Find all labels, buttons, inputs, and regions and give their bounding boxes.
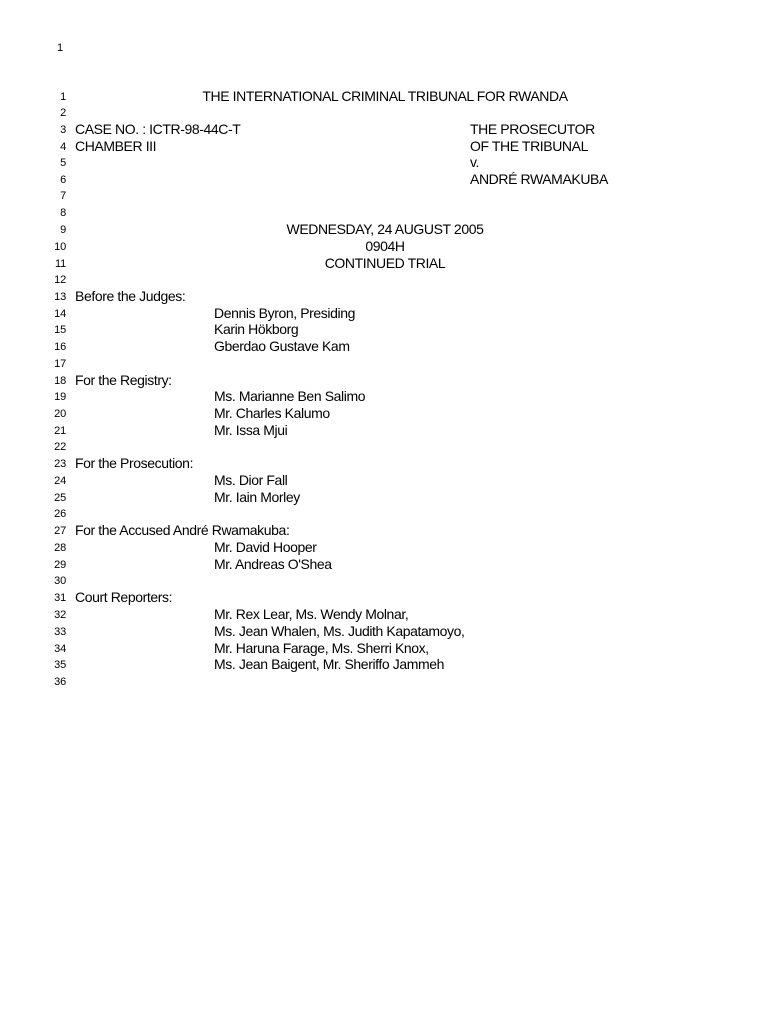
transcript-line	[0, 472, 770, 489]
transcript-line	[0, 673, 770, 690]
transcript-line	[0, 204, 770, 221]
line-number: 1	[60, 91, 66, 103]
line-number: 13	[54, 291, 66, 303]
line-number: 26	[54, 508, 66, 520]
transcript-line	[0, 121, 770, 138]
transcript-line	[0, 187, 770, 204]
reporter-names: Mr. Rex Lear, Ms. Wendy Molnar,	[214, 606, 409, 622]
session-type: CONTINUED TRIAL	[324, 255, 446, 271]
line-number: 12	[54, 274, 66, 286]
transcript-line	[0, 572, 770, 589]
line-number: 28	[54, 542, 66, 554]
transcript-line	[0, 305, 770, 322]
line-number: 32	[54, 609, 66, 621]
line-number: 15	[54, 324, 66, 336]
transcript-line	[0, 104, 770, 121]
line-number: 2	[60, 107, 66, 119]
line-number: 7	[60, 190, 66, 202]
line-number: 6	[60, 174, 66, 186]
transcript-line	[0, 489, 770, 506]
defence-heading: For the Accused André Rwamakuba:	[75, 522, 290, 538]
judge-name: Dennis Byron, Presiding	[214, 305, 355, 321]
line-number: 18	[54, 375, 66, 387]
transcript-line	[0, 171, 770, 188]
line-number: 14	[54, 308, 66, 320]
line-number: 4	[60, 141, 66, 153]
hearing-time: 0904H	[365, 238, 405, 254]
transcript-line	[0, 221, 770, 238]
party-line: ANDRÉ RWAMAKUBA	[470, 171, 608, 187]
transcript-line	[0, 505, 770, 522]
line-number: 8	[60, 207, 66, 219]
page-number: 1	[57, 42, 63, 54]
transcript-line	[0, 271, 770, 288]
prosecution-name: Ms. Dior Fall	[214, 472, 288, 488]
line-number: 36	[54, 676, 66, 688]
prosecution-name: Mr. Iain Morley	[214, 489, 300, 505]
judges-heading: Before the Judges:	[75, 288, 186, 304]
registry-name: Ms. Marianne Ben Salimo	[214, 388, 366, 404]
transcript-line	[0, 238, 770, 255]
case-number: CASE NO. : ICTR-98-44C-T	[75, 121, 241, 137]
registry-name: Mr. Issa Mjui	[214, 422, 288, 438]
line-number: 31	[54, 592, 66, 604]
line-number: 27	[54, 525, 66, 537]
line-number: 16	[54, 341, 66, 353]
tribunal-title: THE INTERNATIONAL CRIMINAL TRIBUNAL FOR RWANDA	[202, 88, 568, 104]
transcript-line	[0, 88, 770, 105]
registry-heading: For the Registry:	[75, 372, 172, 388]
line-number: 34	[54, 643, 66, 655]
transcript-line	[0, 154, 770, 171]
transcript-line	[0, 372, 770, 389]
line-number: 25	[54, 492, 66, 504]
line-number: 23	[54, 458, 66, 470]
transcript-line	[0, 338, 770, 355]
chamber: CHAMBER III	[75, 138, 157, 154]
transcript-line	[0, 656, 770, 673]
hearing-date: WEDNESDAY, 24 AUGUST 2005	[286, 221, 484, 237]
line-number: 11	[54, 258, 66, 270]
transcript-line	[0, 606, 770, 623]
party-line: THE PROSECUTOR	[470, 121, 595, 137]
defence-name: Mr. David Hooper	[214, 539, 317, 555]
line-number: 20	[54, 408, 66, 420]
transcript-line	[0, 640, 770, 657]
transcript-line	[0, 589, 770, 606]
transcript-line	[0, 455, 770, 472]
registry-name: Mr. Charles Kalumo	[214, 405, 330, 421]
line-number: 22	[54, 441, 66, 453]
transcript-line	[0, 355, 770, 372]
line-number: 33	[54, 626, 66, 638]
line-number: 24	[54, 475, 66, 487]
line-number: 21	[54, 425, 66, 437]
party-line: OF THE TRIBUNAL	[470, 138, 588, 154]
reporter-names: Ms. Jean Baigent, Mr. Sheriffo Jammeh	[214, 656, 445, 672]
line-number: 10	[54, 241, 66, 253]
defence-name: Mr. Andreas O'Shea	[214, 556, 332, 572]
line-number: 17	[54, 358, 66, 370]
reporter-names: Mr. Haruna Farage, Ms. Sherri Knox,	[214, 640, 429, 656]
transcript-line	[0, 522, 770, 539]
judge-name: Gberdao Gustave Kam	[214, 338, 350, 354]
transcript-line	[0, 405, 770, 422]
transcript-line	[0, 255, 770, 272]
judge-name: Karin Hökborg	[214, 321, 299, 337]
line-number: 30	[54, 575, 66, 587]
line-number: 5	[60, 157, 66, 169]
transcript-line	[0, 556, 770, 573]
prosecution-heading: For the Prosecution:	[75, 455, 194, 471]
transcript-line	[0, 288, 770, 305]
transcript-line	[0, 623, 770, 640]
line-number: 35	[54, 659, 66, 671]
transcript-line	[0, 388, 770, 405]
reporters-heading: Court Reporters:	[75, 589, 173, 605]
line-number: 9	[60, 224, 66, 236]
transcript-line	[0, 539, 770, 556]
party-line: v.	[470, 154, 480, 170]
transcript-line	[0, 438, 770, 455]
line-number: 19	[54, 391, 66, 403]
line-number: 3	[60, 124, 66, 136]
line-number: 29	[54, 559, 66, 571]
reporter-names: Ms. Jean Whalen, Ms. Judith Kapatamoyo,	[214, 623, 465, 639]
transcript-line	[0, 422, 770, 439]
transcript-line	[0, 138, 770, 155]
transcript-line	[0, 321, 770, 338]
